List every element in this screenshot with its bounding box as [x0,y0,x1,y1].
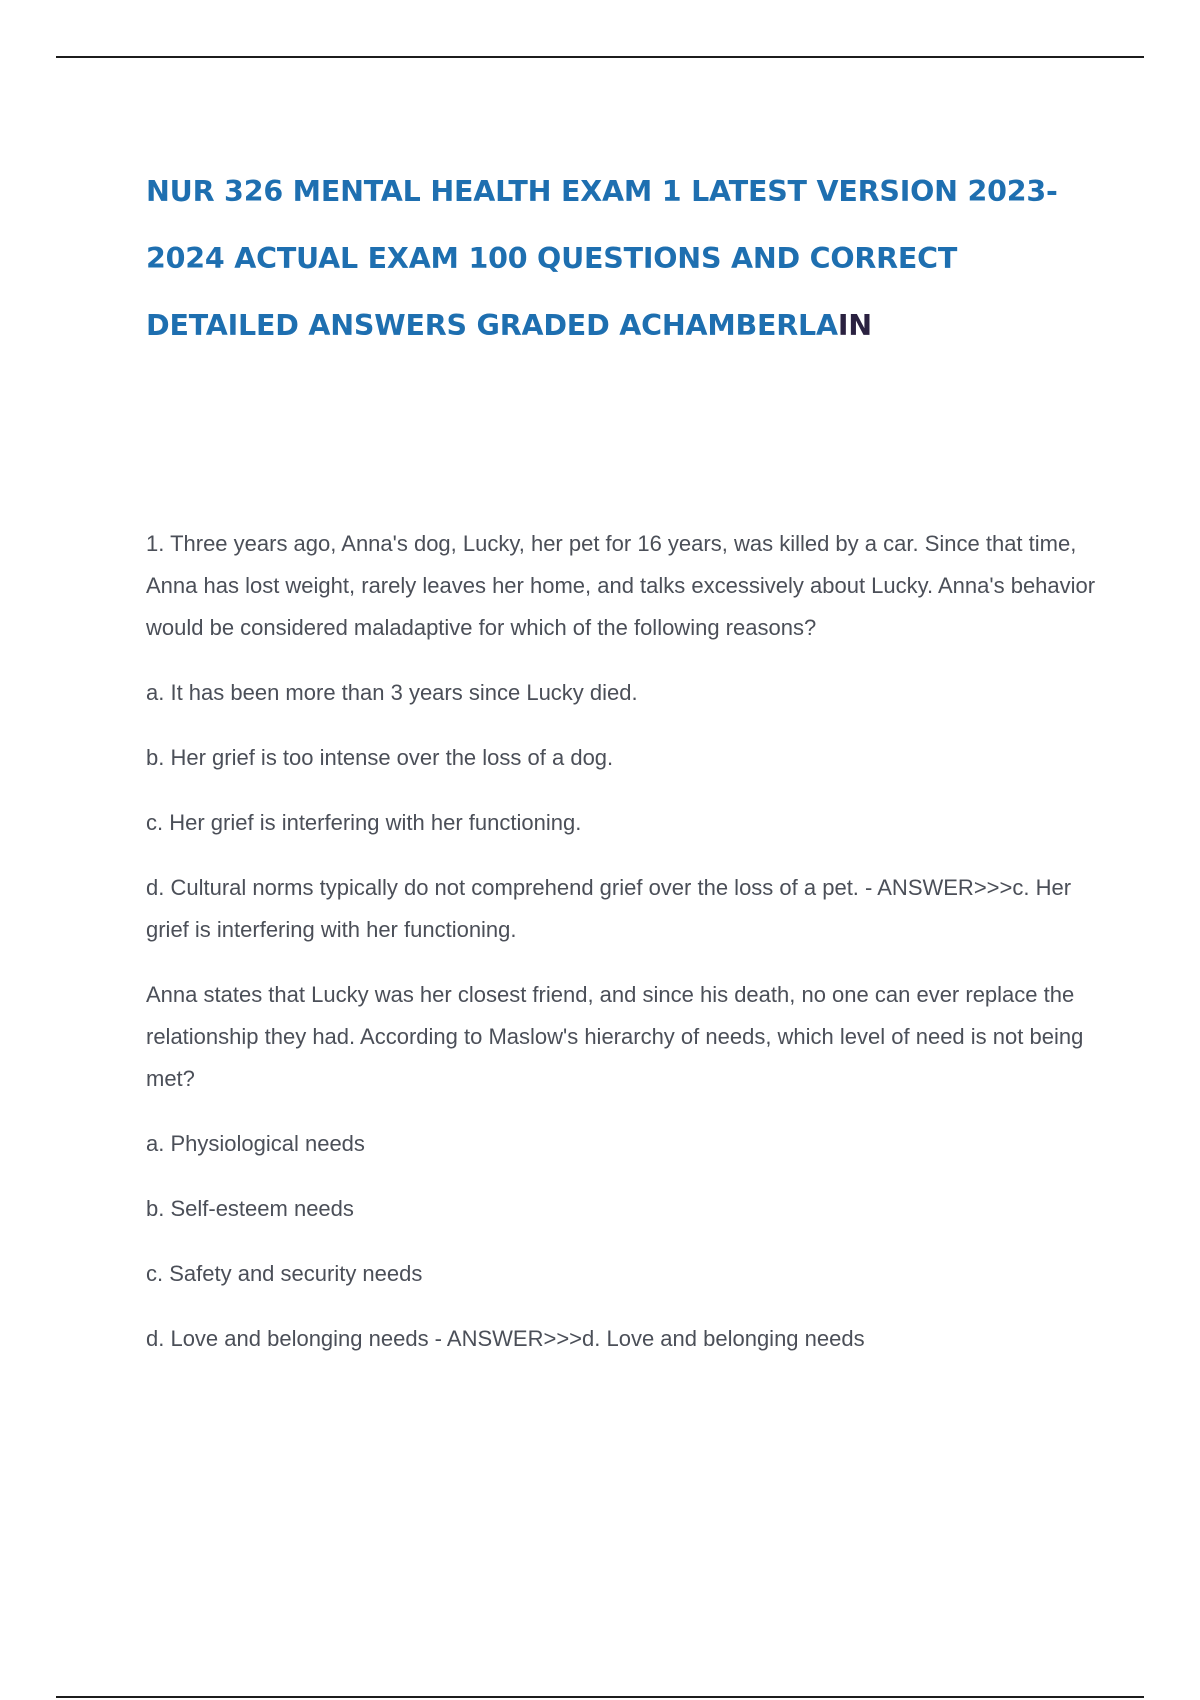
document-title [146,158,1106,359]
question-2-stem: Anna states that Lucky was her closest friend, and since his death, no one can ever replace the relationship they had. According to Maslow's hierarchy of needs, which level of need is not being met? [146,982,1084,1091]
question-1-stem: 1. Three years ago, Anna's dog, Lucky, her pet for 16 years, was killed by a car. Since that time, Anna has lost weight, rarely leaves her home, and talks excessively about Lucky. Anna's behavior would be considered maladaptive for which of the following reasons? [146,531,1096,640]
bottom-rule [56,1696,1144,1698]
top-rule [56,56,1144,58]
question-1-option-c: c. Her grief is interfering with her functioning. [146,810,582,835]
question-1-option-a: a. It has been more than 3 years since Lucky died. [146,680,638,705]
question-2-option-b: b. Self-esteem needs [146,1196,354,1221]
document-body [146,523,1096,1360]
question-1-option-b: b. Her grief is too intense over the loss of a dog. [146,745,614,770]
question-2-option-c: c. Safety and security needs [146,1261,423,1286]
title-main: NUR 326 MENTAL HEALTH EXAM 1 LATEST VERSION 2023-2024 ACTUAL EXAM 100 QUESTIONS AND CORRECT DETAILED ANSWERS GRADED ACHAMBERLA [146,175,1058,342]
title-tail: IN [837,309,872,342]
question-1-option-d-answer: d. Cultural norms typically do not comprehend grief over the loss of a pet. - ANSWER>>>c. Her grief is interfering with her functioning. [146,875,1072,942]
question-2-option-d-answer: d. Love and belonging needs - ANSWER>>>d. Love and belonging needs [146,1326,865,1351]
question-2-option-a: a. Physiological needs [146,1131,365,1156]
